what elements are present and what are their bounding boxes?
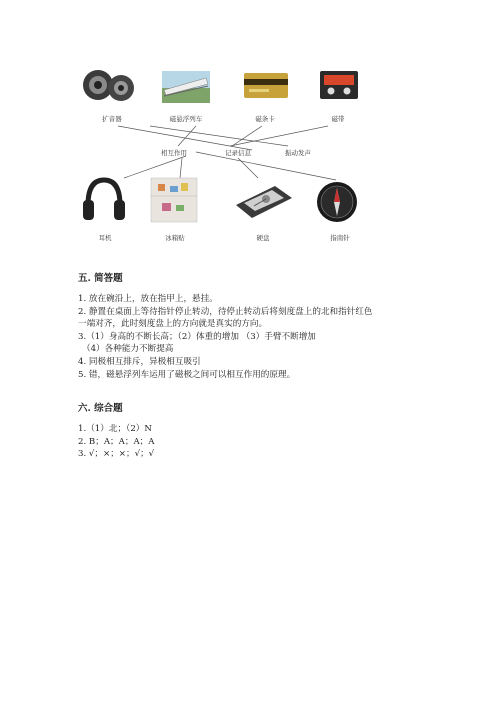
label-magnetic-card: 磁条卡 [255,115,275,123]
connector-line [232,126,262,146]
label-fridge-magnet: 冰箱贴 [165,234,185,242]
answer-line: 一端对齐，此时刻度盘上的方向就是真实的方向。 [78,319,268,330]
answer-line: 4. 同极相互排斥，异极相互吸引 [78,356,201,367]
label-interaction: 相互作用 [161,149,187,157]
label-compass: 指南针 [330,234,350,242]
label-cassette-tape: 磁带 [331,115,345,123]
connector-line [196,152,336,180]
answer-line: 3.（1）身高的不断长高；（2）体重的增加 （3）手臂不断增加 [78,331,316,342]
label-headphones: 耳机 [98,234,112,242]
compass-image [317,182,357,222]
connector-line [180,158,182,178]
section-comprehensive [78,400,438,461]
section-short-answer [78,270,438,381]
label-vibration-sound: 振动发声 [285,149,311,157]
answer-line: 2. B；A；A；A；A [78,436,155,447]
section-heading: 五. 简答题 [78,273,123,284]
connector-line [124,156,186,178]
connector-line [230,126,328,146]
answer-line: （4）各种能力不断提高 [82,344,174,355]
answer-line: 5. 错，磁悬浮列车运用了磁极之间可以相互作用的原理。 [78,369,296,380]
speaker-image [83,70,134,101]
label-speaker: 扩音器 [102,115,122,123]
answer-line: 3. √；×；×；√；√ [78,449,155,460]
answer-line: 2. 静置在桌面上等待指针停止转动，待停止转动后将刻度盘上的北和指针红色 [78,306,373,317]
fridge-magnet-image [151,178,197,222]
label-maglev-train: 磁悬浮列车 [169,115,203,123]
label-record-information: 记录信息 [225,149,251,157]
hard-disk-image [236,186,292,218]
answer-line: 1. 放在碗沿上，放在指甲上，悬挂。 [78,294,218,304]
section-heading: 六. 综合题 [78,403,123,414]
matching-diagram [0,0,500,260]
cassette-tape-image [320,71,358,99]
connector-line [150,126,288,146]
magnetic-card-image [244,73,288,98]
label-hard-disk: 硬盘 [256,234,270,242]
maglev-train-image [162,71,210,103]
headphones-image [83,180,125,220]
answer-line: 1.（1）北；（2）N [78,424,152,434]
connector-line [178,126,196,146]
